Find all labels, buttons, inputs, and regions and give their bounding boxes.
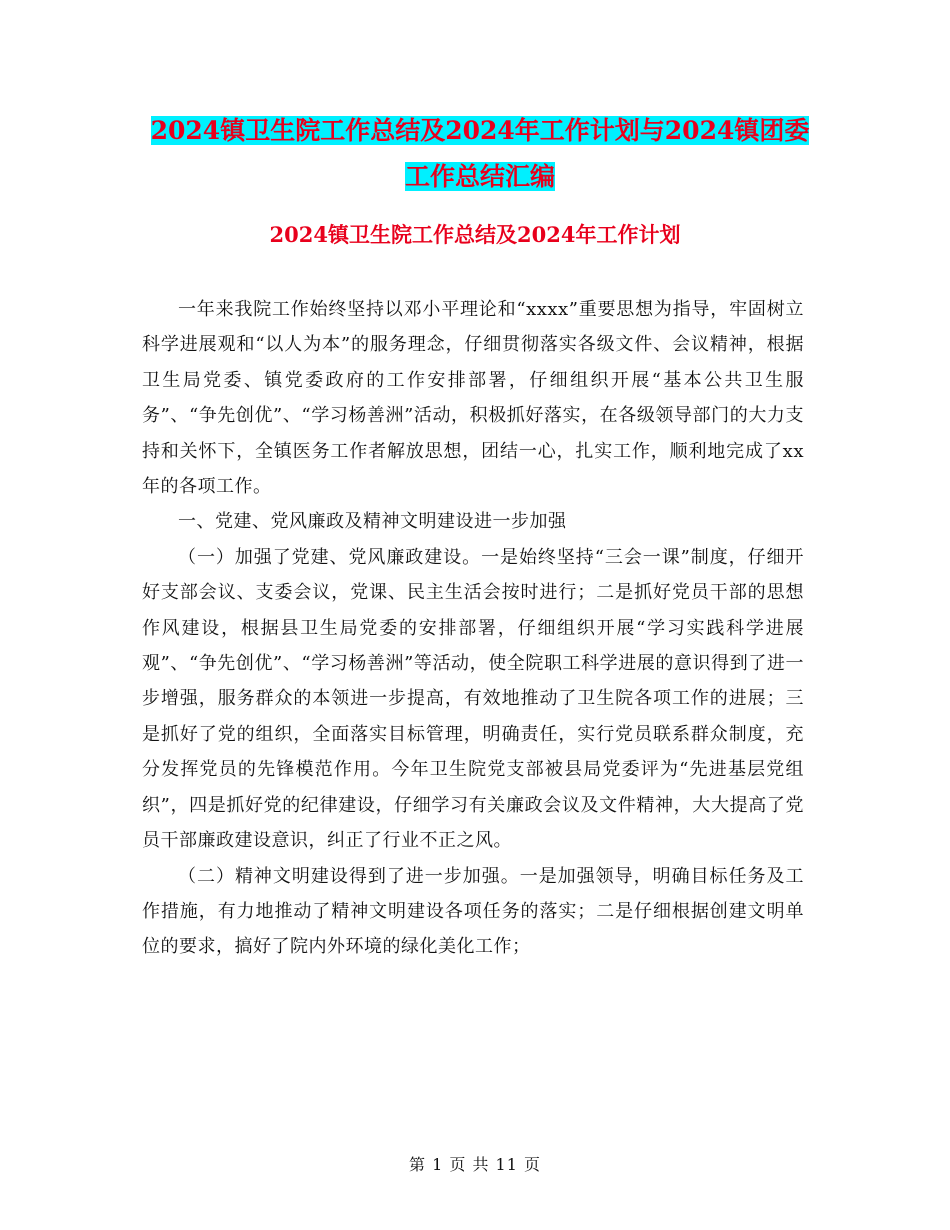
paragraph-intro: 一年来我院工作始终坚持以邓小平理论和“xxxx”重要思想为指导，牢固树立科学进展观和“以人为本”的服务理念，仔细贯彻落实各级文件、会议精神，根据卫生局党委、镇党委政府的工作安排部署，仔细组织开展“基本公共卫生服务”、“争先创优”、“学习杨善洲”活动，积极抓好落实，在各级领导部门的大力支持和关怀下，全镇医务工作者解放思想，团结一心，扎实工作，顺利地完成了xx年的各项工作。 (142, 299, 804, 498)
paragraph-spiritual-civilization: （二）精神文明建设得到了进一步加强。一是加强领导，明确目标任务及工作措施，有力地推动了精神文明建设各项任务的落实；二是仔细根据创建文明单位的要求，搞好了院内外环境的绿化美化工作； (142, 865, 804, 958)
section-heading-1: 一、党建、党风廉政及精神文明建设进一步加强 (178, 511, 567, 533)
document-title (150, 108, 810, 200)
paragraph-party-building: （一）加强了党建、党风廉政建设。一是始终坚持“三会一课”制度，仔细开好支部会议、支委会议，党课、民主生活会按时进行；二是抓好党员干部的思想作风建设，根据县卫生局党委的安排部署，仔细组织开展“学习实践科学进展观”、“争先创优”、“学习杨善洲”等活动，使全院职工科学进展的意识得到了进一步增强，服务群众的本领进一步提高，有效地推动了卫生院各项工作的进展；三是抓好了党的组织，全面落实目标管理，明确责任，实行党员联系群众制度，充分发挥党员的先锋模范作用。今年卫生院党支部被县局党委评为“先进基层党组织”，四是抓好党的纪律建设，仔细学习有关廉政会议及文件精神，大大提高了党员干部廉政建设意识，纠正了行业不正之风。 (142, 546, 804, 852)
document-body (142, 292, 804, 965)
section-title: 2024镇卫生院工作总结及2024年工作计划 (269, 222, 681, 247)
document-title-text: 2024镇卫生院工作总结及2024年工作计划与2024镇团委工作总结汇编 (150, 116, 810, 191)
page-footer: 第 1 页 共 11 页 (409, 1155, 541, 1174)
